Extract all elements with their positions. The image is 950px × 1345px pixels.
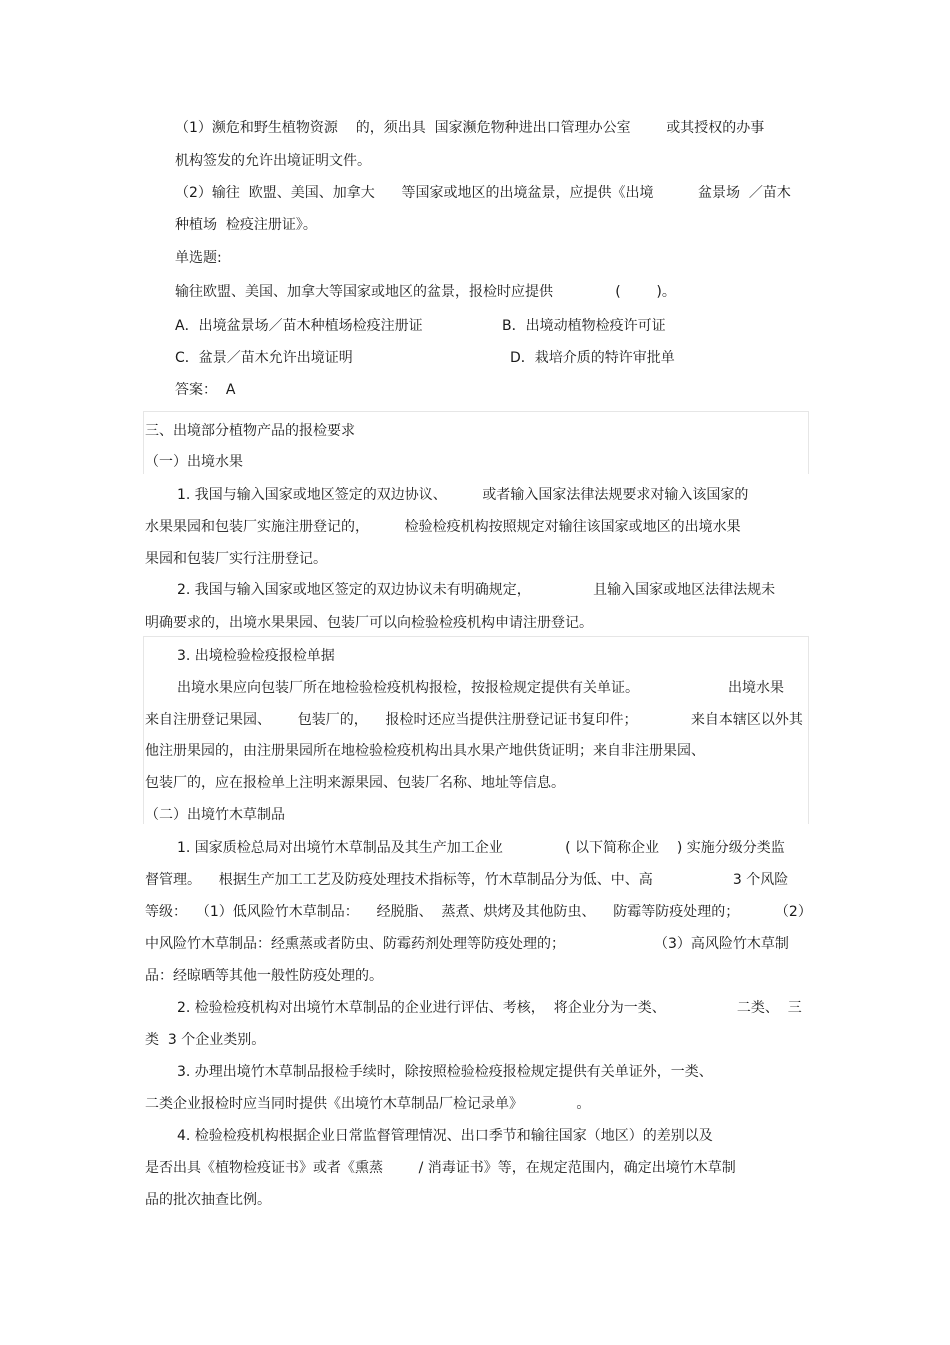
text-line: 输往欧盟、美国、加拿大等国家或地区的盆景，报检时应提供 ( )。 — [175, 284, 676, 300]
text-line: 督管理。 根据生产加工工艺及防疫处理技术指标等，竹木草制品分为低、中、高 3 个风险 — [145, 872, 789, 888]
text-line: 等级： （1）低风险竹木草制品： 经脱脂、 蒸煮、烘烤及其他防虫、 防霉等防疫处理的； （2） — [145, 904, 812, 920]
text-line: （1）濒危和野生植物资源 的，须出具 国家濒危物种进出口管理办公室 或其授权的办事 — [175, 120, 765, 136]
text-line: 单选题: — [175, 250, 222, 266]
text-line: 来自注册登记果园、 包装厂的， 报检时还应当提供注册登记证书复印件； 来自本辖区以外其 — [145, 712, 803, 728]
text-line: 2. 检验检疫机构对出境竹木草制品的企业进行评估、考核， 将企业分为一类、 二类、 三 — [177, 1000, 802, 1016]
option-c: C．盆景／苗木允许出境证明 — [175, 350, 353, 366]
text-line: 3. 出境检验检疫报检单据 — [177, 648, 335, 664]
option-b: B．出境动植物检疫许可证 — [502, 318, 666, 334]
text-line: 二类企业报检时应当同时提供《出境竹木草制品厂检记录单》 。 — [145, 1096, 591, 1112]
text-line: 水果果园和包装厂实施注册登记的， 检验检疫机构按照规定对输往该国家或地区的出境水果 — [145, 519, 741, 535]
section-heading: 三、出境部分植物产品的报检要求 — [145, 423, 355, 439]
answer: 答案： A — [175, 382, 236, 398]
text-line: 4. 检验检疫机构根据企业日常监督管理情况、出口季节和输往国家（地区）的差别以及 — [177, 1128, 713, 1144]
text-line: 品的批次抽查比例。 — [145, 1192, 271, 1208]
text-line: 种植场 检疫注册证》。 — [175, 217, 317, 233]
subsection-heading: （二）出境竹木草制品 — [145, 807, 285, 823]
text-line: 2. 我国与输入国家或地区签定的双边协议未有明确规定， 且输入国家或地区法律法规未 — [177, 582, 776, 598]
text-line: 1. 我国与输入国家或地区签定的双边协议、 或者输入国家法律法规要求对输入该国家的 — [177, 487, 749, 503]
option-a: A．出境盆景场／苗木种植场检疫注册证 — [175, 318, 423, 334]
subsection-heading: （一）出境水果 — [145, 454, 243, 470]
text-line: 类 3 个企业类别。 — [145, 1032, 266, 1048]
text-line: （2）输往 欧盟、美国、加拿大 等国家或地区的出境盆景，应提供《出境 盆景场 ／苗木 — [175, 185, 791, 201]
text-line: 出境水果应向包装厂所在地检验检疫机构报检，按报检规定提供有关单证。 出境水果 — [177, 680, 785, 696]
text-line: 果园和包装厂实行注册登记。 — [145, 551, 327, 567]
text-line: 机构签发的允许出境证明文件。 — [175, 153, 371, 169]
text-line: 中风险竹木草制品：经熏蒸或者防虫、防霉药剂处理等防疫处理的； （3）高风险竹木草制 — [145, 936, 789, 952]
text-line: 1. 国家质检总局对出境竹木草制品及其生产加工企业 ( 以下简称企业 ) 实施分级分类监 — [177, 840, 785, 856]
option-d: D．栽培介质的特许审批单 — [510, 350, 675, 366]
text-line: 他注册果园的，由注册果园所在地检验检疫机构出具水果产地供货证明；来自非注册果园、 — [145, 743, 705, 759]
text-line: 品：经晾晒等其他一般性防疫处理的。 — [145, 968, 383, 984]
text-line: 3. 办理出境竹木草制品报检手续时，除按照检验检疫报检规定提供有关单证外，一类、 — [177, 1064, 713, 1080]
text-line: 明确要求的，出境水果果园、包装厂可以向检验检疫机构申请注册登记。 — [145, 615, 593, 631]
text-line: 包装厂的，应在报检单上注明来源果园、包装厂名称、地址等信息。 — [145, 775, 565, 791]
text-line: 是否出具《植物检疫证书》或者《熏蒸 / 消毒证书》等，在规定范围内，确定出境竹木草制 — [145, 1160, 736, 1176]
